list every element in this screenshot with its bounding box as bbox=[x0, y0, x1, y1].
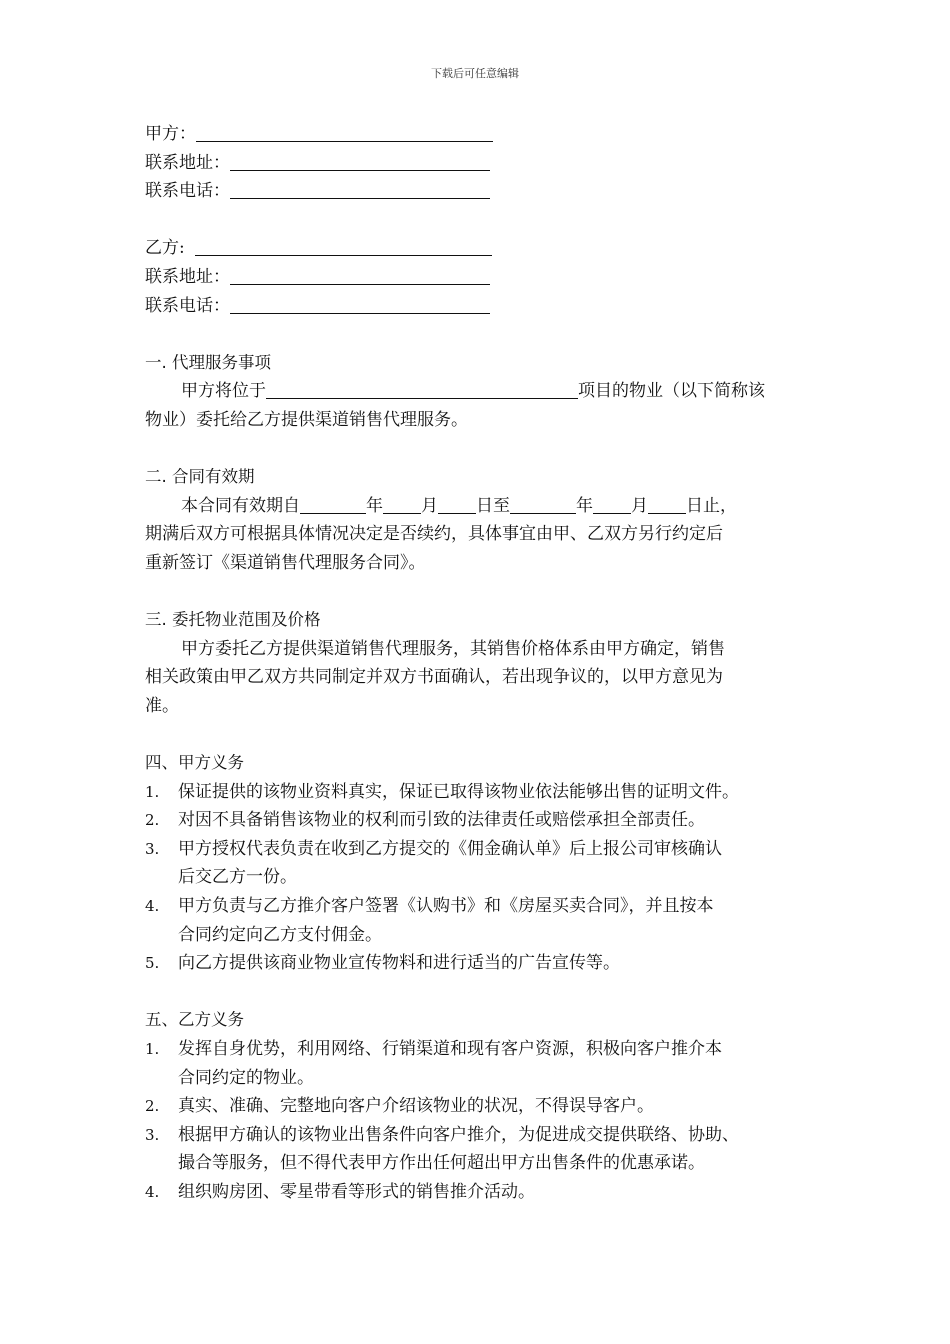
list-item-number: 3. bbox=[145, 839, 160, 858]
start-year-blank[interactable] bbox=[300, 495, 366, 514]
list-item-text: 发挥自身优势，利用网络、行销渠道和现有客户资源，积极向客户推介本 bbox=[178, 1039, 722, 1059]
start-month-label: 月 bbox=[421, 495, 438, 516]
party-b-address-row bbox=[145, 263, 810, 292]
end-year-label: 年 bbox=[576, 495, 593, 516]
section-1-line-2: 物业）委托给乙方提供渠道销售代理服务。 bbox=[145, 409, 468, 430]
list-item-text: 后交乙方一份。 bbox=[178, 867, 297, 888]
list-item-number: 1. bbox=[145, 782, 160, 801]
list-item-number: 5. bbox=[145, 954, 160, 973]
party-b-phone-blank[interactable] bbox=[230, 295, 490, 314]
list-item-text: 合同约定向乙方支付佣金。 bbox=[178, 924, 382, 945]
section-1-text-before: 甲方将位于 bbox=[181, 381, 266, 402]
section-3-heading: 三. 委托物业范围及价格 bbox=[145, 610, 321, 630]
end-month-blank[interactable] bbox=[593, 495, 631, 514]
list-item-text: 组织购房团、零星带看等形式的销售推介活动。 bbox=[178, 1181, 535, 1202]
party-b-obligations-list bbox=[145, 1035, 810, 1207]
list-item-number: 3. bbox=[145, 1125, 160, 1144]
party-a-address-row bbox=[145, 149, 810, 178]
list-item bbox=[145, 949, 810, 978]
section-1-line-1 bbox=[145, 377, 810, 406]
start-month-blank[interactable] bbox=[383, 495, 421, 514]
list-item bbox=[145, 892, 810, 949]
list-item-number: 1. bbox=[145, 1040, 160, 1058]
party-b-name-label: 乙方: bbox=[145, 238, 185, 259]
section-2-heading: 二. 合同有效期 bbox=[145, 467, 255, 487]
list-item bbox=[145, 1121, 810, 1178]
list-item-text: 对因不具备销售该物业的权利而引致的法律责任或赔偿承担全部责任。 bbox=[178, 810, 705, 831]
page-header: 下载后可任意编辑 bbox=[431, 67, 519, 80]
list-item bbox=[145, 778, 810, 807]
section-3-line-2: 相关政策由甲乙双方共同制定并双方书面确认，若出现争议的，以甲方意见为 bbox=[145, 667, 723, 688]
start-day-blank[interactable] bbox=[438, 495, 476, 514]
party-a-name-blank[interactable] bbox=[196, 123, 493, 142]
list-item-text: 合同约定的物业。 bbox=[178, 1067, 314, 1088]
end-year-blank[interactable] bbox=[510, 495, 576, 514]
party-b-name-blank[interactable] bbox=[195, 237, 492, 256]
list-item bbox=[145, 1035, 810, 1092]
end-day-label: 日止， bbox=[686, 495, 737, 516]
list-item-number: 2. bbox=[145, 811, 160, 830]
party-b-address-blank[interactable] bbox=[230, 266, 490, 285]
party-a-phone-blank[interactable] bbox=[230, 180, 490, 199]
party-a-phone-label: 联系电话： bbox=[145, 181, 230, 202]
party-b-phone-row bbox=[145, 292, 810, 321]
list-item-text: 甲方授权代表负责在收到乙方提交的《佣金确认单》后上报公司审核确认 bbox=[178, 838, 722, 859]
party-a-obligations-list bbox=[145, 778, 810, 978]
list-item-text: 真实、准确、完整地向客户介绍该物业的状况，不得误导客户。 bbox=[178, 1096, 654, 1117]
section-2-line-1 bbox=[145, 492, 810, 521]
section-1-text-after: 项目的物业（以下简称该 bbox=[578, 381, 765, 402]
validity-intro: 本合同有效期自 bbox=[181, 495, 300, 516]
start-day-to-label: 日至 bbox=[476, 495, 510, 516]
list-item bbox=[145, 806, 810, 835]
contract-body bbox=[145, 120, 810, 1207]
section-2-line-3: 重新签订《渠道销售代理服务合同》。 bbox=[145, 552, 426, 573]
start-year-label: 年 bbox=[366, 495, 383, 516]
party-a-address-label: 联系地址： bbox=[145, 152, 230, 173]
list-item bbox=[145, 1178, 810, 1207]
section-4-heading: 四、甲方义务 bbox=[145, 753, 244, 773]
list-item-text: 保证提供的该物业资料真实，保证已取得该物业依法能够出售的证明文件。 bbox=[178, 781, 739, 802]
party-a-name-row bbox=[145, 120, 810, 149]
party-b-name-row bbox=[145, 234, 810, 263]
end-month-label: 月 bbox=[631, 495, 648, 516]
list-item-text: 向乙方提供该商业物业宣传物料和进行适当的广告宣传等。 bbox=[178, 953, 620, 974]
list-item-text: 撮合等服务，但不得代表甲方作出任何超出甲方出售条件的优惠承诺。 bbox=[178, 1153, 705, 1174]
list-item-text: 甲方负责与乙方推介客户签署《认购书》和《房屋买卖合同》，并且按本 bbox=[178, 896, 714, 917]
list-item-number: 4. bbox=[145, 897, 160, 916]
section-5-heading: 五、乙方义务 bbox=[145, 1010, 244, 1030]
party-b-address-label: 联系地址： bbox=[145, 266, 230, 287]
section-2-line-2: 期满后双方可根据具体情况决定是否续约，具体事宜由甲、乙双方另行约定后 bbox=[145, 524, 723, 545]
section-3-line-1: 甲方委托乙方提供渠道销售代理服务，其销售价格体系由甲方确定，销售 bbox=[181, 638, 725, 659]
party-a-phone-row bbox=[145, 177, 810, 206]
list-item bbox=[145, 835, 810, 892]
end-day-blank[interactable] bbox=[648, 495, 686, 514]
list-item-number: 4. bbox=[145, 1182, 160, 1201]
section-1-heading: 一. 代理服务事项 bbox=[145, 352, 271, 372]
party-a-name-label: 甲方： bbox=[145, 124, 196, 144]
list-item-number: 2. bbox=[145, 1097, 160, 1116]
party-b-phone-label: 联系电话： bbox=[145, 295, 230, 316]
section-3-line-3: 准。 bbox=[145, 695, 179, 716]
list-item bbox=[145, 1092, 810, 1121]
list-item-text: 根据甲方确认的该物业出售条件向客户推介，为促进成交提供联络、协助、 bbox=[178, 1124, 739, 1145]
party-a-address-blank[interactable] bbox=[230, 152, 490, 171]
project-name-blank[interactable] bbox=[266, 380, 578, 399]
